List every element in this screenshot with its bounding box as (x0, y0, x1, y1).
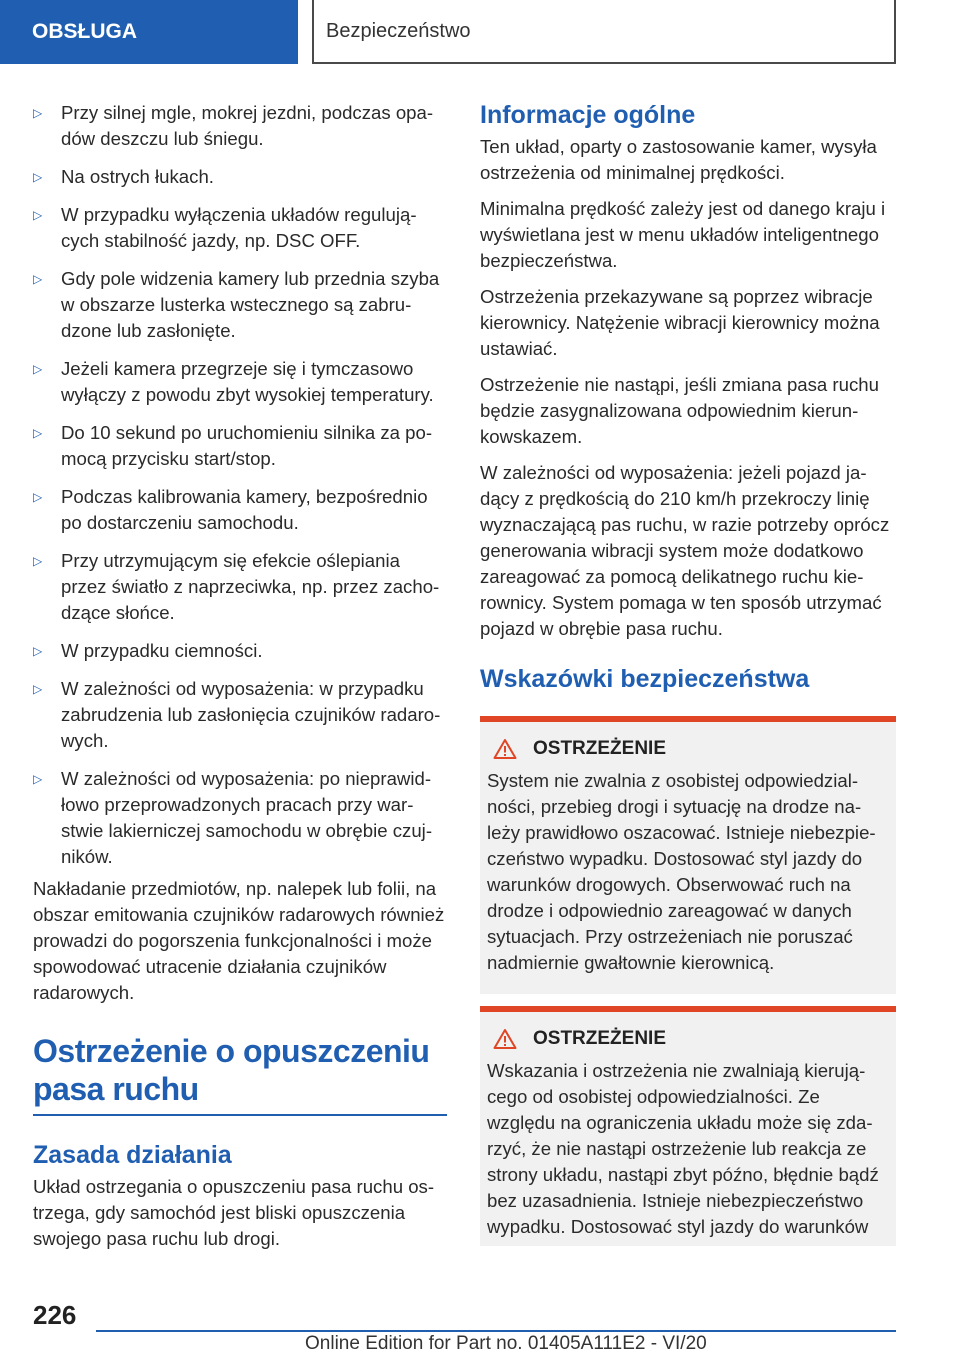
warning-box (480, 1006, 896, 1246)
radar-note: Nakładanie przedmiotów, np. nalepek lub folii, na obszar emitowania czujników radarowych również prowadzi do pogorszenia funkcjonalności i może spowodować utracenie działania czujników radarowych. (33, 878, 445, 1003)
subsection-heading: Zasada działania (33, 1141, 232, 1169)
triangle-bullet-icon: ▷ (33, 644, 43, 658)
general-heading: Informacje ogólne (480, 101, 696, 129)
list-item: ▷ W zależności od wyposażenia: w przypadku zabrudzenia lub zasłonięcia czujników radarowych. (33, 676, 447, 754)
list-item: ▷ Gdy pole widzenia kamery lub przednia szyba w obszarze lusterka wstecznego są zabrudzone lub zasłonięte. (33, 266, 447, 344)
section-title: OBSŁUGA (32, 20, 137, 43)
list-item: ▷ W zależności od wyposażenia: po nieprawidłowo przeprowadzonych pracach przy warstwie lakierniczej samochodu w obrębie czujników. (33, 766, 447, 870)
warning-box (480, 716, 896, 994)
list-item: ▷ Podczas kalibrowania kamery, bezpośrednio po dostarczeniu samochodu. (33, 484, 447, 536)
page-number: 226 (33, 1300, 77, 1330)
chapter-title: Bezpieczeństwo (326, 19, 471, 42)
section-tab (0, 0, 298, 64)
chapter-tab (312, 0, 896, 64)
paragraph: W zależności od wyposażenia: jeżeli pojazd jadący z prędkością do 210 km/h przekroczy linię wyznaczającą pas ruchu, w razie potrzeby oprócz generowania wibracji system może dodatkowo zareagować za pomocą delikatnego ruchu kierownicy. System pomaga w ten sposób utrzymać pojazd w obrębie pasa ruchu. (480, 462, 890, 639)
triangle-bullet-icon: ▷ (33, 106, 43, 120)
paragraph: Ten układ, oparty o zastosowanie kamer, wysyła ostrzeżenia od minimalnej prędkości. (480, 136, 877, 183)
right-column (480, 100, 896, 1258)
warning-text: Wskazania i ostrzeżenia nie zwalniają kierującego od osobistej odpowiedzialności. Ze względu na ograniczenia układu może się zdarzyć, że nie nastąpi ostrzeżenie lub reakcja ze strony układu, nastąpi zbyt późno, błędnie bądź bez uzasadnienia. Istnieje niebezpieczeństwo wypadku. Dostosować styl jazdy do warunków (487, 1060, 879, 1237)
safety-heading: Wskazówki bezpieczeństwa (480, 665, 810, 693)
list-item: ▷ Do 10 sekund po uruchomieniu silnika za pomocą przycisku start/stop. (33, 420, 447, 472)
warning-triangle-icon (493, 738, 517, 760)
warning-triangle-icon (493, 1028, 517, 1050)
warning-title: OSTRZEŻENIE (487, 1028, 888, 1050)
triangle-bullet-icon: ▷ (33, 208, 43, 222)
triangle-bullet-icon: ▷ (33, 362, 43, 376)
list-item: ▷ Jeżeli kamera przegrzeje się i tymczasowo wyłączy z powodu zbyt wysokiej temperatury. (33, 356, 447, 408)
triangle-bullet-icon: ▷ (33, 554, 43, 568)
section-heading: Ostrzeżenie o opuszczeniu pasa ruchu (33, 1032, 447, 1116)
principle-text: Układ ostrzegania o opuszczeniu pasa ruchu ostrzega, gdy samochód jest bliski opuszczenia swojego pasa ruchu lub drogi. (33, 1176, 435, 1249)
paragraph: Ostrzeżenia przekazywane są poprzez wibracje kierownicy. Natężenie wibracji kierownicy można ustawiać. (480, 286, 880, 359)
paragraph: Minimalna prędkość zależy jest od danego kraju i wyświetlana jest w menu układów inteligentnego bezpieczeństwa. (480, 198, 886, 271)
list-item: ▷ Przy silnej mgle, mokrej jezdni, podczas opadów deszczu lub śniegu. (33, 100, 447, 152)
paragraph: Ostrzeżenie nie nastąpi, jeśli zmiana pasa ruchu będzie zasygnalizowana odpowiednim kierunkowskazem. (480, 374, 879, 447)
warning-text: System nie zwalnia z osobistej odpowiedzialności, przebieg drogi i sytuację na drodze należy prawidłowo oszacować. Istnieje niebezpieczeństwo wypadku. Dostosować styl jazdy do warunków drogowych. Obserwować ruch na drodze i odpowiednio zareagować w danych sytuacjach. Przy ostrzeżeniach nie poruszać nadmiernie gwałtownie kierownicą. (487, 770, 876, 973)
list-item: ▷ Przy utrzymującym się efekcie oślepiania przez światło z naprzeciwka, np. przez zachodzące słońce. (33, 548, 447, 626)
list-item: ▷ W przypadku ciemności. (33, 638, 447, 664)
list-item: ▷ Na ostrych łukach. (33, 164, 447, 190)
triangle-bullet-icon: ▷ (33, 426, 43, 440)
left-column (33, 100, 447, 1262)
footer-divider (96, 1330, 896, 1332)
triangle-bullet-icon: ▷ (33, 272, 43, 286)
triangle-bullet-icon: ▷ (33, 170, 43, 184)
list-item: ▷ W przypadku wyłączenia układów regulujących stabilność jazdy, np. DSC OFF. (33, 202, 447, 254)
warning-title: OSTRZEŻENIE (487, 738, 888, 760)
triangle-bullet-icon: ▷ (33, 490, 43, 504)
triangle-bullet-icon: ▷ (33, 682, 43, 696)
triangle-bullet-icon: ▷ (33, 772, 43, 786)
edition-text: Online Edition for Part no. 01405A111E2 - VI/20 (305, 1333, 707, 1354)
